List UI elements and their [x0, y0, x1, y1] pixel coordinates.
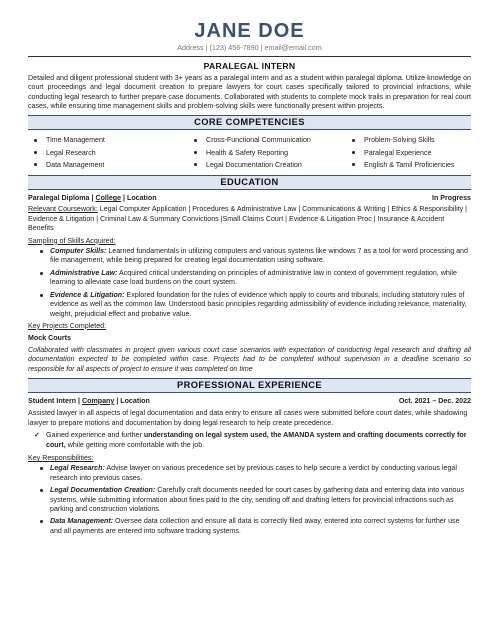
responsibility-title: Legal Documentation Creation:: [50, 486, 156, 495]
degree-name: Paralegal Diploma: [28, 194, 90, 203]
candidate-name: JANE DOE: [194, 20, 305, 42]
bullet-icon: [40, 520, 43, 523]
education-heading: EDUCATION: [28, 175, 471, 190]
education-location: | Location: [121, 194, 157, 203]
competency-item: [34, 147, 194, 159]
skill-text: Explored foundation for the rules of evidence which apply to courts and tribunals, including statutory rules of evidence as well as the common law. Understood basic principles regarding admissibility of evidence including relevance, materiality, weight, prejudicial effect and probative value.: [50, 290, 467, 318]
experience-employer: [28, 397, 150, 406]
competency-item: [194, 147, 352, 159]
skill-text: Acquired critical understanding on principles of administrative law in context of government regulation, while learning to alleviate case load burdens on the court system.: [50, 268, 457, 287]
competency-item: [194, 159, 352, 171]
experience-heading: PROFESSIONAL EXPERIENCE: [28, 378, 471, 393]
bullet-icon: [40, 294, 43, 297]
list-item: [42, 517, 471, 536]
achievement-post: while getting more comfortable with the job.: [65, 440, 205, 449]
bullet-icon: [40, 467, 43, 470]
achievement-text: [46, 431, 471, 450]
achievement-bold: understanding on legal system used, the AMANDA system and crafting documents correctly for court,: [46, 431, 467, 449]
competencies-heading: CORE COMPETENCIES: [28, 115, 471, 130]
skill-title: Computer Skills:: [50, 247, 107, 256]
project-title: Mock Courts: [28, 334, 71, 343]
achievement-pre: Gained experience and further: [46, 431, 144, 440]
bullet-icon: [194, 139, 197, 142]
experience-description: Assisted lawyer in all aspects of legal documentation and data entry to ensure all cases were submitted before court dates, while shadowing lawyer to prepare motions and documentation by doing legal research to help create precedence.: [28, 409, 468, 427]
responsibility-text: Advise lawyer on various precedence set by previous cases to help secure a verdict by conducting various legal research into previous cases.: [50, 464, 457, 482]
projects-label: Key Projects Completed:: [28, 321, 107, 330]
education-header-row: [28, 194, 471, 203]
bullet-icon: [194, 151, 197, 154]
coursework-paragraph: [28, 205, 471, 233]
responsibility-title: Data Management:: [50, 517, 114, 526]
education-status: In Progress: [431, 194, 471, 203]
separator: |: [89, 194, 96, 203]
bullet-icon: [34, 163, 37, 166]
header-divider: [28, 56, 471, 57]
experience-location: | Location: [114, 396, 150, 405]
skill-title: Evidence & Litigation:: [50, 290, 125, 299]
coursework-label: Relevant Coursework:: [28, 205, 98, 214]
responsibilities-label: Key Responsibilities:: [28, 453, 94, 462]
skill-text: Learned fundamentals in utilizing computers and various systems like windows 7 as a tool for word processing and file management, while being prepared for creating legal documentation using software.: [50, 247, 468, 265]
role-title: Student Intern: [28, 396, 77, 405]
responsibility-text: Oversee data collection and ensure all data is correctly filed away, entered into correct systems for further use and all payments are entered into software tracking systems.: [50, 517, 460, 535]
competency-label: Problem-Solving Skills: [364, 136, 435, 145]
competency-label: Data Management: [46, 160, 105, 169]
competency-label: Health & Safety Reporting: [206, 148, 289, 157]
company-link: Company: [82, 396, 115, 405]
contact-line: Address | (123) 456-7890 | email@email.com: [177, 43, 322, 52]
bullet-icon: [352, 139, 355, 142]
competency-item: [352, 134, 499, 146]
bullet-icon: [194, 163, 197, 166]
competency-item: [194, 134, 352, 146]
responsibility-text: Carefully craft documents needed for court cases by gathering data and entering data into various systems, while submitting information about fines paid to the city, sending off and drafting letters for provincial infractions such as parking and construction violations.: [50, 486, 464, 514]
list-item: [42, 291, 471, 319]
bullet-icon: [352, 163, 355, 166]
competency-label: English & Tamil Proficiencies: [364, 160, 455, 169]
responsibilities-list: [28, 464, 471, 536]
job-title: PARALEGAL INTERN: [203, 61, 296, 72]
bullet-icon: [34, 139, 37, 142]
competency-item: [34, 159, 194, 171]
summary-paragraph: Detailed and diligent professional student with 3+ years as a paralegal intern and as a student within paralegal diploma. Utilize knowledge on court proceedings and legal document creation to prepare lawyers for court cases specifically tailored to provincial infractions, while conducting legal research to further prepare case documents. Collaborated with students to complete mock trails in preparation for real court cases, while ensuring time management skills and problem-solving skills were functionally present within projects.: [28, 73, 471, 111]
bullet-icon: [40, 489, 43, 492]
bullet-icon: [352, 151, 355, 154]
checkmark-icon: ✓: [34, 431, 40, 440]
competency-label: Legal Research: [46, 148, 96, 157]
achievement-row: [28, 431, 471, 450]
experience-dates: Oct. 2021 – Dec. 2022: [398, 396, 471, 405]
skill-title: Administrative Law:: [50, 268, 118, 277]
responsibility-title: Legal Research:: [50, 464, 105, 473]
list-item: [42, 269, 471, 288]
separator: |: [76, 396, 83, 405]
competency-item: [352, 147, 499, 159]
coursework-text: Legal Computer Application | Procedures & Administrative Law | Communications & Writing | Ethics & Responsibility | Evidence & Litigation | Criminal Law & Summary Convictions |Small Claims Court | Evidence & Litigation Proc | Insurance & Accident Benefits: [28, 205, 467, 233]
college-link: College: [95, 194, 122, 203]
list-item: [42, 486, 471, 514]
competency-label: Paralegal Experience: [364, 148, 432, 157]
competency-label: Cross-Functional Communication: [206, 136, 311, 145]
competency-label: Legal Documentation Creation: [206, 160, 302, 169]
list-item: [42, 464, 471, 483]
competencies-grid: [28, 134, 471, 171]
competency-item: [34, 134, 194, 146]
bullet-icon: [40, 272, 43, 275]
skills-list: [28, 247, 471, 319]
experience-header-row: [28, 397, 471, 406]
competency-label: Time Management: [46, 136, 105, 145]
project-description: Collaborated with classmates in project given various court case scenarios with expectation of conducting legal research and drafting all documentation expected to be completed within case. Projects had to be completed without supervision in a deadline scenario so responsible for all aspects of project to ensure it was completed on time: [28, 345, 471, 373]
competency-item: [352, 159, 499, 171]
bullet-icon: [40, 250, 43, 253]
bullet-icon: [34, 151, 37, 154]
education-institution: [28, 194, 157, 203]
skills-label: Sampling of Skills Acquired:: [28, 236, 116, 245]
list-item: [42, 247, 471, 266]
